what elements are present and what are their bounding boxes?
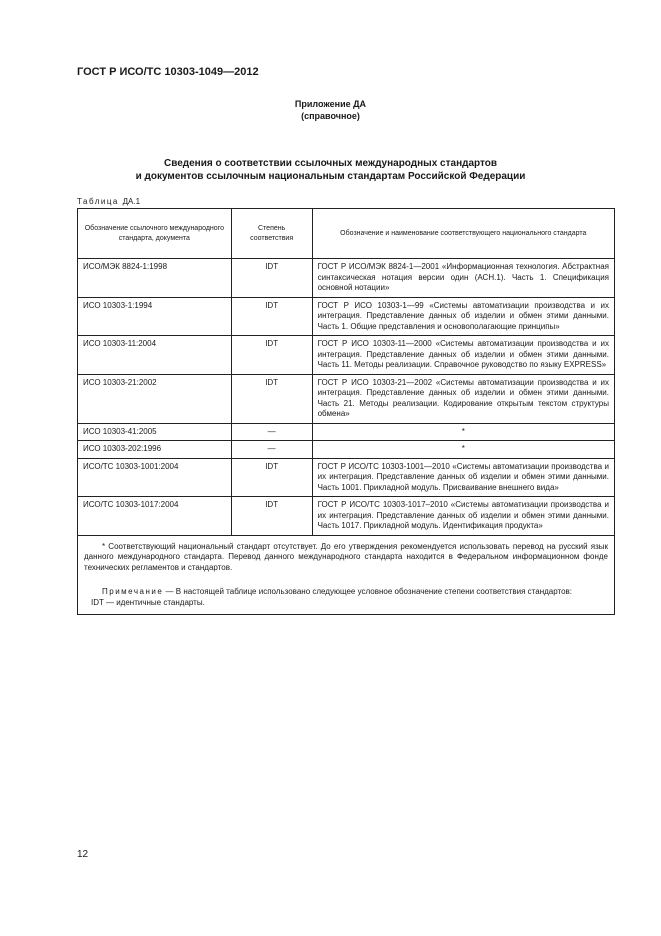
cell-national: ГОСТ Р ИСО/ТС 10303-1001—2010 «Системы автоматизации производства и их интеграция. Представление данных об изделии и обмен этими данными. Часть 1001. Прикладной модуль. Присваивание внешнего вида»: [312, 458, 614, 497]
cell-reference: ИСО 10303-1:1994: [78, 297, 232, 336]
appendix-subtitle: (справочное): [301, 111, 360, 121]
cell-national: ГОСТ Р ИСО/ТС 10303-1017–2010 «Системы автоматизации производства и их интеграция. Представление данных об изделии и обмен этими данными. Часть 1017. Прикладной модуль. Идентификация продукта»: [312, 497, 614, 536]
table-label-number: ДА.1: [122, 197, 141, 206]
cell-national: *: [312, 423, 614, 441]
cell-national: *: [312, 441, 614, 459]
cell-national: ГОСТ Р ИСО 10303-21—2002 «Системы автоматизации производства и их интеграция. Представление данных об изделии и обмен этими данными. Часть 21. Методы реализации. Кодирование открытым текстом структуры обмена»: [312, 374, 614, 423]
table-note: [84, 587, 608, 598]
section-title-line-1: Сведения о соответствии ссылочных международных стандартов: [163, 158, 498, 169]
header-national-standard: Обозначение и наименование соответствующего национального стандарта: [312, 209, 614, 259]
table-notes-row: [78, 535, 615, 615]
table-notes: [78, 535, 615, 615]
note-label: Примечание: [102, 587, 164, 596]
cell-national: ГОСТ Р ИСО/МЭК 8824-1—2001 «Информационная технология. Абстрактная синтаксическая нотация версии один (АСН.1). Часть 1. Спецификация основной нотации»: [312, 259, 614, 298]
cell-degree: IDT: [231, 259, 312, 298]
document-code-header: ГОСТ Р ИСО/ТС 10303-1049—2012: [77, 66, 259, 78]
table-row: [78, 441, 615, 459]
table-row: [78, 423, 615, 441]
cell-degree: IDT: [231, 336, 312, 375]
cell-national: ГОСТ Р ИСО 10303-11—2000 «Системы автоматизации производства и их интеграция. Представление данных об изделии и обмен этими данными. Часть 11. Методы реализации. Справочное руководство по языку EXPRESS»: [312, 336, 614, 375]
appendix-heading: [0, 98, 661, 122]
section-title-line-2: и документов ссылочным национальным стандартам Российской Федерации: [135, 171, 526, 182]
cell-reference: ИСО 10303-202:1996: [78, 441, 232, 459]
section-title: [0, 157, 661, 183]
cell-reference: ИСО 10303-21:2002: [78, 374, 232, 423]
table-row: [78, 259, 615, 298]
cell-degree: —: [231, 441, 312, 459]
page-number: 12: [77, 849, 89, 860]
cell-degree: IDT: [231, 458, 312, 497]
cell-degree: —: [231, 423, 312, 441]
cell-reference: ИСО 10303-41:2005: [78, 423, 232, 441]
appendix-title: Приложение ДА: [294, 99, 367, 109]
note-item: IDT — идентичные стандарты.: [91, 597, 205, 607]
cell-reference: ИСО/ТС 10303-1017:2004: [78, 497, 232, 536]
cell-degree: IDT: [231, 297, 312, 336]
correspondence-table: [77, 208, 615, 615]
table-header-row: [78, 209, 615, 259]
table-row: [78, 374, 615, 423]
cell-reference: ИСО 10303-11:2004: [78, 336, 232, 375]
table-label-word: Таблица: [77, 197, 119, 206]
table-row: [78, 497, 615, 536]
table-footnote: * Соответствующий национальный стандарт отсутствует. До его утверждения рекомендуется использовать перевод на русский язык данного международного стандарта. Перевод данного международного стандарта находится в Федеральном информационном фонде технических регламентов и стандартов.: [84, 541, 608, 572]
header-degree: Степень соответствия: [231, 209, 312, 259]
cell-degree: IDT: [231, 497, 312, 536]
table-row: [78, 458, 615, 497]
table-row: [78, 297, 615, 336]
table-label: [77, 197, 140, 206]
cell-degree: IDT: [231, 374, 312, 423]
header-reference-standard: Обозначение ссылочного международного стандарта, документа: [78, 209, 232, 259]
cell-reference: ИСО/ТС 10303-1001:2004: [78, 458, 232, 497]
note-text: — В настоящей таблице использовано следующее условное обозначение степени соответствия стандартов:: [165, 587, 572, 596]
table-row: [78, 336, 615, 375]
cell-reference: ИСО/МЭК 8824-1:1998: [78, 259, 232, 298]
cell-national: ГОСТ Р ИСО 10303-1—99 «Системы автоматизации производства и их интеграция. Представление данных об изделии и обмен этими данными. Часть 1. Общие представления и основополагающие принципы»: [312, 297, 614, 336]
